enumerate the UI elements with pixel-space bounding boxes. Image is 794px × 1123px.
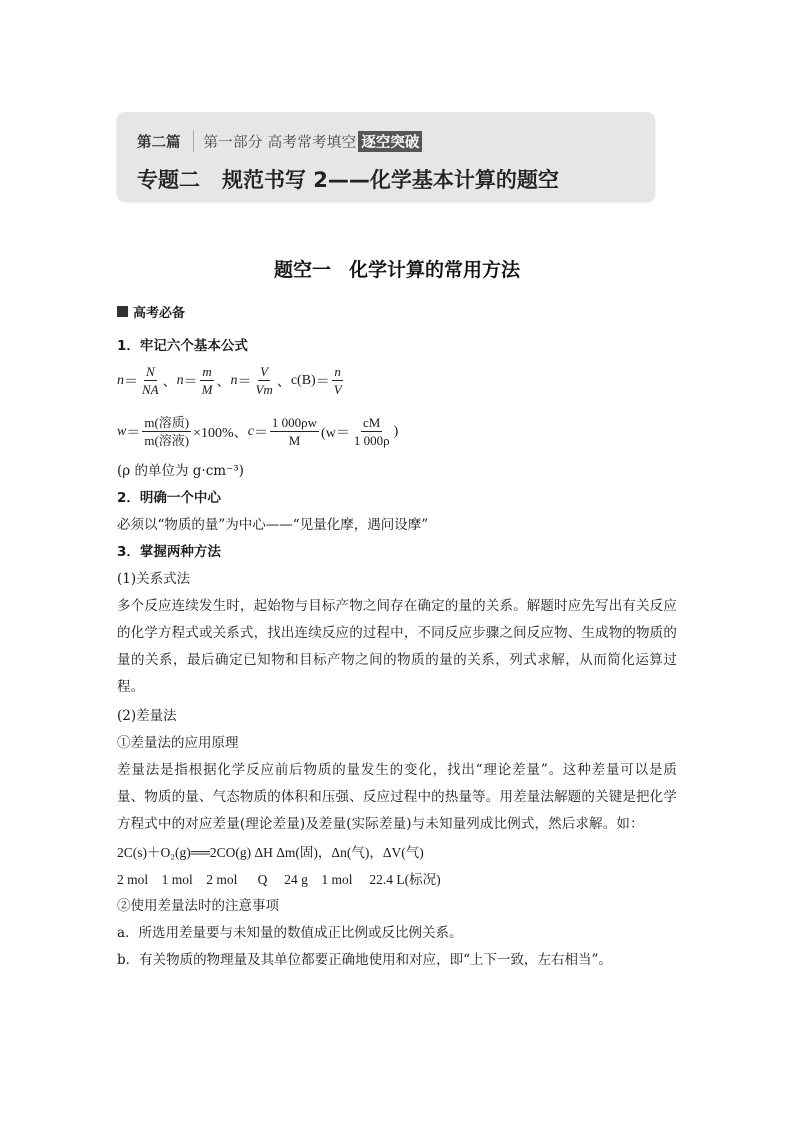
banner-part-label: 第二篇: [137, 134, 181, 151]
unit-note: (ρ 的单位为 g·cm⁻³): [117, 463, 244, 479]
frac-num: n: [334, 364, 341, 379]
equation: 2C(s)＋O₂(g)══2CO(g) ΔH Δm(固)，Δn(气)，ΔV(气): [117, 845, 424, 860]
item2-text: 必须以“物质的量”为中心——“见量化摩，遇问设摩”: [117, 517, 429, 533]
frac-num: cM: [363, 415, 381, 430]
section-title-number: 题空一: [273, 259, 331, 281]
separator: 、: [162, 374, 177, 390]
separator: 、: [216, 374, 231, 390]
frac-num: m(溶质): [144, 415, 190, 430]
formula-symbol: n: [117, 372, 124, 388]
formula-row-2: w ＝ $\frac{\text{m(溶质)}}{\text{m(溶液)}}$ ×100%、 c ＝ $\frac{1 000\rho w}{M}$ (w＝ $\frac{cM}{1 000\rho}$ ): [117, 415, 399, 448]
note-b: b．有关物质的物理量及其单位都要正确地使用和对应，即“上下一致，左右相当”。: [117, 952, 612, 968]
notes-title: ②使用差量法时的注意事项: [117, 898, 279, 914]
formula-symbol: n: [176, 372, 184, 388]
paren-close: ): [393, 423, 399, 439]
frac-den: M: [201, 382, 213, 397]
chapter-title-left: 专题二: [137, 168, 200, 192]
equation-values: 2 mol 1 mol 2 mol Q 24 g 1 mol 22.4 L(标况): [117, 872, 441, 887]
frac-den: Vm: [255, 382, 273, 397]
frac-den: NA: [142, 382, 159, 397]
fraction: [200, 364, 215, 397]
fraction: [270, 415, 319, 448]
chapter-title-right: 规范书写 2——化学基本计算的题空: [222, 168, 559, 192]
paren-text: (w＝: [321, 425, 350, 441]
item2-heading: 2．明确一个中心: [117, 490, 221, 506]
chapter-banner: [117, 112, 655, 201]
principle-title: ①差量法的应用原理: [117, 735, 239, 751]
separator: 、: [276, 374, 291, 390]
kaodian-text: 高考必备: [133, 306, 186, 321]
kaodian-label: [117, 302, 185, 321]
banner-breadcrumb: [137, 130, 422, 152]
formula-symbol: c: [247, 423, 254, 439]
fraction: [253, 364, 274, 397]
section-title: [0, 255, 794, 282]
frac-num: N: [145, 364, 155, 379]
fraction: [142, 415, 191, 448]
frac-num: m: [202, 364, 212, 379]
banner-subtitle: 第一部分 高考常考填空: [203, 134, 357, 151]
frac-den: m(溶液): [144, 433, 190, 448]
method2-title: (2)差量法: [117, 708, 177, 724]
banner-divider: [193, 130, 194, 152]
fraction: [332, 364, 344, 397]
item1-heading: 1．牢记六个基本公式: [117, 338, 248, 354]
formula-symbol: c(B): [290, 372, 316, 388]
square-bullet-icon: [117, 306, 128, 317]
note-a: a．所选用差量要与未知量的数值成正比例或反比例关系。: [117, 925, 463, 941]
banner-tag: 逐空突破: [358, 131, 422, 152]
frac-den: M: [288, 433, 301, 448]
section-title-text: 化学计算的常用方法: [349, 259, 521, 281]
item3-heading: 3．掌握两种方法: [117, 544, 221, 560]
formula-symbol: n: [230, 372, 238, 388]
percent-text: ×100%、: [193, 425, 248, 441]
frac-den: 1 000ρ: [353, 433, 390, 448]
method1-text: 多个反应连续发生时，起始物与目标产物之间存在确定的量的关系。解题时应先写出有关反应的化学方程式或关系式，找出连续反应的过程中，不同反应步骤之间反应物、生成物的物质的量的关系，最后确定已知物和目标产物之间的物质的量的关系，列式求解，从而简化运算过程。: [117, 598, 677, 695]
method1-title: (1)关系式法: [117, 571, 191, 587]
formula-row-1: n ＝ $\frac{N}{NA}$ 、 n ＝ $\frac{m}{M}$ 、 n ＝ $\frac{V}{Vm}$ 、 c(B) ＝ $\frac{n}{V}$: [117, 364, 342, 397]
formula-symbol: w: [117, 423, 127, 439]
fraction: [140, 364, 161, 397]
frac-num: V: [260, 364, 269, 379]
principle-text: 差量法是指根据化学反应前后物质的量发生的变化，找出“理论差量”。这种差量可以是质量、物质的量、气态物质的体积和压强、反应过程中的热量等。用差量法解题的关键是把化学方程式中的对应差量(理论差量)及差量(实际差量)与未知量列成比例式，然后求解。如：: [117, 762, 677, 832]
fraction: [352, 415, 392, 448]
frac-num: 1 000ρw: [271, 415, 318, 430]
chapter-title: [137, 164, 559, 194]
frac-den: V: [333, 382, 342, 397]
